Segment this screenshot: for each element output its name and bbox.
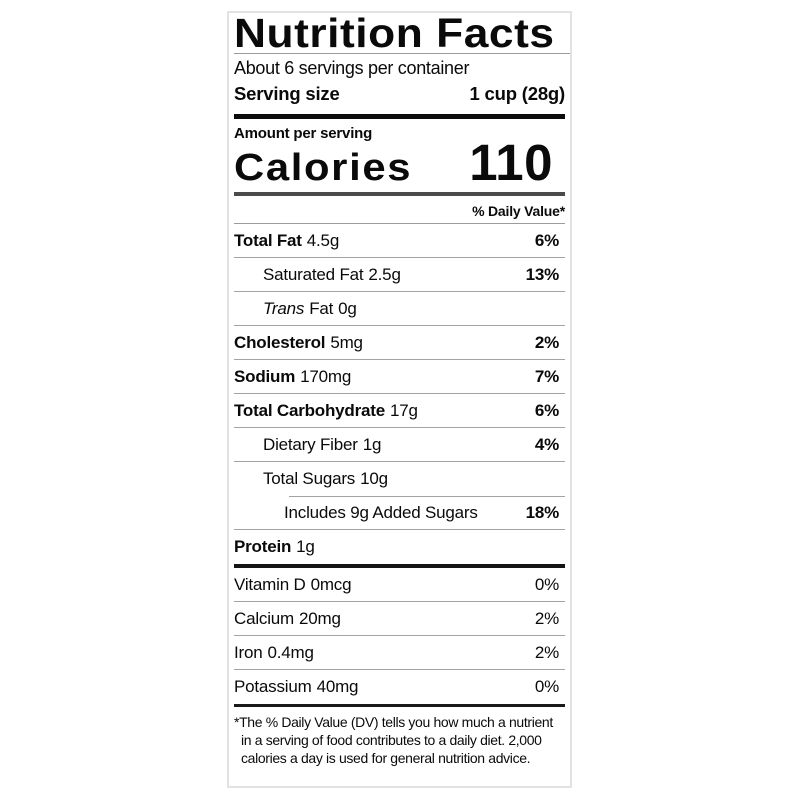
daily-value-percent: 4% [534, 434, 559, 454]
daily-value-percent: 6% [534, 230, 559, 250]
micronutrient-row-potassium [234, 670, 565, 704]
serving-size-row [234, 78, 565, 108]
footnote-line: in a serving of food contributes to a daily diet. 2,000 [241, 732, 542, 748]
serving-size-label: Serving size [234, 83, 340, 104]
daily-value-percent: 0% [534, 574, 559, 594]
nutrient-name-amount: Total Carbohydrate 17g [234, 400, 418, 420]
nutrient-name-amount: Trans Fat 0g [263, 298, 357, 318]
nutrient-row-added-sugars [234, 496, 565, 530]
daily-value-percent: 13% [525, 264, 559, 284]
daily-value-percent: 18% [525, 502, 559, 522]
micronutrient-row-iron [234, 636, 565, 670]
nutrient-row-sodium [234, 360, 565, 394]
nutrient-name-amount: Protein 1g [234, 537, 315, 556]
footnote-line: *The % Daily Value (DV) tells you how much a nutrient [234, 714, 553, 730]
nutrient-row-dietary-fiber [234, 428, 565, 462]
calories-value: 110 [469, 134, 553, 191]
daily-value-percent: 2% [534, 642, 559, 662]
footnote [234, 707, 565, 767]
nutrition-facts-label [227, 11, 572, 788]
nutrient-row-saturated-fat [234, 258, 565, 292]
nutrient-name-amount: Cholesterol 5mg [234, 332, 363, 352]
daily-value-percent: 0% [534, 677, 559, 696]
label-title: Nutrition Facts [234, 13, 572, 54]
nutrient-name-amount: Vitamin D 0mcg [234, 574, 352, 594]
nutrient-row-total-sugars [234, 462, 565, 496]
daily-value-percent: 2% [534, 608, 559, 628]
nutrient-name-amount: Total Fat 4.5g [234, 230, 340, 250]
daily-value-percent: 7% [534, 366, 559, 386]
serving-size-value: 1 cup (28g) [469, 83, 565, 104]
nutrient-row-trans-fat [234, 292, 565, 326]
nutrient-row-total-carbohydrate [234, 394, 565, 428]
micronutrient-row-calcium [234, 602, 565, 636]
nutrient-name-amount: Iron 0.4mg [234, 642, 314, 662]
micronutrient-row-vitamin-d [234, 568, 565, 602]
footnote-line: calories a day is used for general nutrition advice. [241, 750, 531, 766]
nutrient-name-amount: Total Sugars 10g [263, 469, 388, 488]
daily-value-percent: 2% [534, 332, 559, 352]
calories-label: Calories [234, 147, 413, 189]
daily-value-header: % Daily Value* [234, 196, 565, 224]
amount-per-serving-label: Amount per serving [234, 125, 373, 142]
nutrient-name-amount: Includes 9g Added Sugars [284, 502, 478, 522]
nutrient-row-protein [234, 530, 565, 564]
nutrient-name-amount: Potassium 40mg [234, 677, 359, 696]
calories-row [234, 134, 565, 191]
nutrient-name-amount: Saturated Fat 2.5g [263, 264, 401, 284]
nutrient-row-cholesterol [234, 326, 565, 360]
servings-per-container: About 6 servings per container [234, 58, 470, 78]
nutrient-name-amount: Dietary Fiber 1g [263, 434, 382, 454]
nutrient-name-amount: Calcium 20mg [234, 608, 341, 628]
nutrient-name-amount: Sodium 170mg [234, 366, 352, 386]
daily-value-percent: 6% [534, 400, 559, 420]
nutrient-row-total-fat [234, 224, 565, 258]
